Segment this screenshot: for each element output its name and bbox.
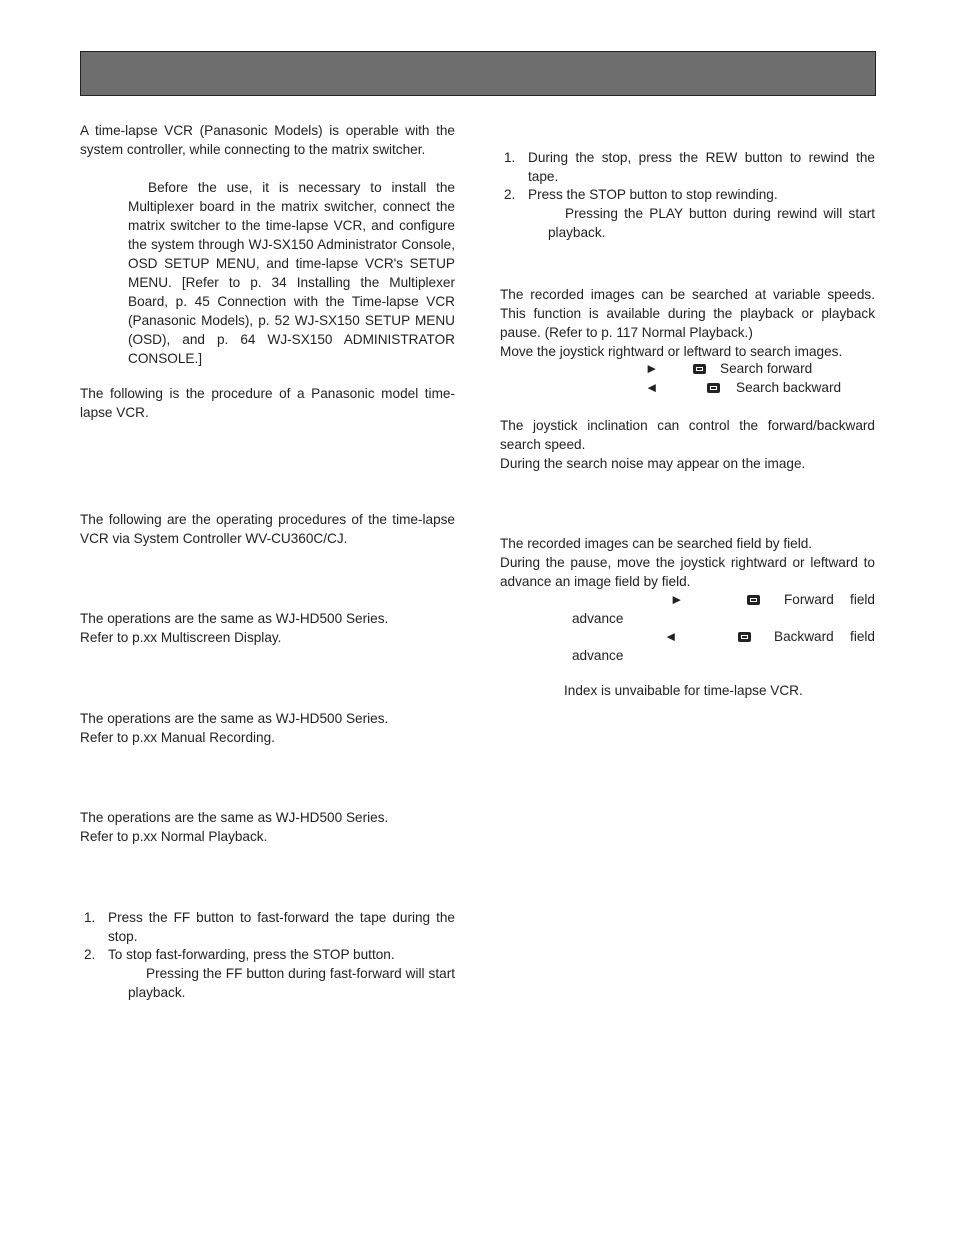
search-backward-label: Search backward <box>736 380 842 395</box>
ff-step-2: 2. To stop fast-forwarding, press the STOP button. <box>84 947 395 962</box>
left-arrow-icon: ◄ <box>645 380 659 395</box>
search-backward-icon <box>707 383 720 393</box>
ff-step-1: 1. Press the FF button to fast-forward the tape during the stop. <box>84 910 455 944</box>
multiscreen-section: The operations are the same as WJ-HD500 Series. Refer to p.xx Multiscreen Display. <box>80 611 389 645</box>
normal-playback-section: The operations are the same as WJ-HD500 Series. Refer to p.xx Normal Playback. <box>80 810 389 844</box>
field-right-arrow-icon: ► <box>670 592 684 607</box>
forward-field-icon <box>747 595 760 605</box>
rew-step-2: 2. Press the STOP button to stop rewinding. <box>504 187 778 202</box>
index-note: Index is unvaibable for time-lapse VCR. <box>564 683 803 698</box>
field-left-arrow-icon: ◄ <box>664 629 678 644</box>
operating-paragraph: The following are the operating procedures of the time-lapse VCR via System Controller WV-CU360C/CJ. <box>80 512 455 546</box>
intro-paragraph: A time-lapse VCR (Panasonic Models) is operable with the system controller, while connecting to the matrix switcher. <box>80 123 455 157</box>
search-intro: The recorded images can be searched at variable speeds. This function is available during the playback or playback pause. (Refer to p. 117 Normal Playback.) Move the joystick rightward or leftward to search images. <box>500 287 875 359</box>
backward-field-label: Backward field <box>774 629 875 644</box>
backward-advance-label: advance <box>572 648 624 663</box>
manual-recording-section: The operations are the same as WJ-HD500 Series. Refer to p.xx Manual Recording. <box>80 711 389 745</box>
right-arrow-icon: ► <box>645 361 659 376</box>
rew-step-1: 1. During the stop, press the REW button to rewind the tape. <box>504 150 875 184</box>
field-search-section: The recorded images can be searched field by field. During the pause, move the joystick rightward or leftward to advance an image field by field. <box>500 536 875 589</box>
procedure-paragraph: The following is the procedure of a Panasonic model time-lapse VCR. <box>80 386 455 420</box>
forward-advance-label: advance <box>572 611 624 626</box>
forward-field-label: Forward field <box>784 592 875 607</box>
section-header-bar <box>80 51 876 96</box>
search-speed-section: The joystick inclination can control the forward/backward search speed. During the search noise may appear on the image. <box>500 418 875 471</box>
backward-field-icon <box>738 632 751 642</box>
search-forward-label: Search forward <box>720 361 813 376</box>
search-forward-icon <box>693 364 706 374</box>
ff-note: Pressing the FF button during fast-forward will start playback. <box>128 966 455 1000</box>
setup-note: Before the use, it is necessary to install the Multiplexer board in the matrix switcher, connect the matrix switcher to the time-lapse VCR, and configure the system through WJ-SX150 Administrator Console, OSD SETUP MENU, and time-lapse VCR's SETUP MENU. [Refer to p. 34 Installing the Multiplexer Board, p. 45 Connection with the Time-lapse VCR (Panasonic Models), p. 52 WJ-SX150 SETUP MENU (OSD), and p. 64 WJ-SX150 ADMINISTRATOR CONSOLE.] <box>128 180 455 366</box>
rew-note: Pressing the PLAY button during rewind will start playback. <box>548 206 875 240</box>
